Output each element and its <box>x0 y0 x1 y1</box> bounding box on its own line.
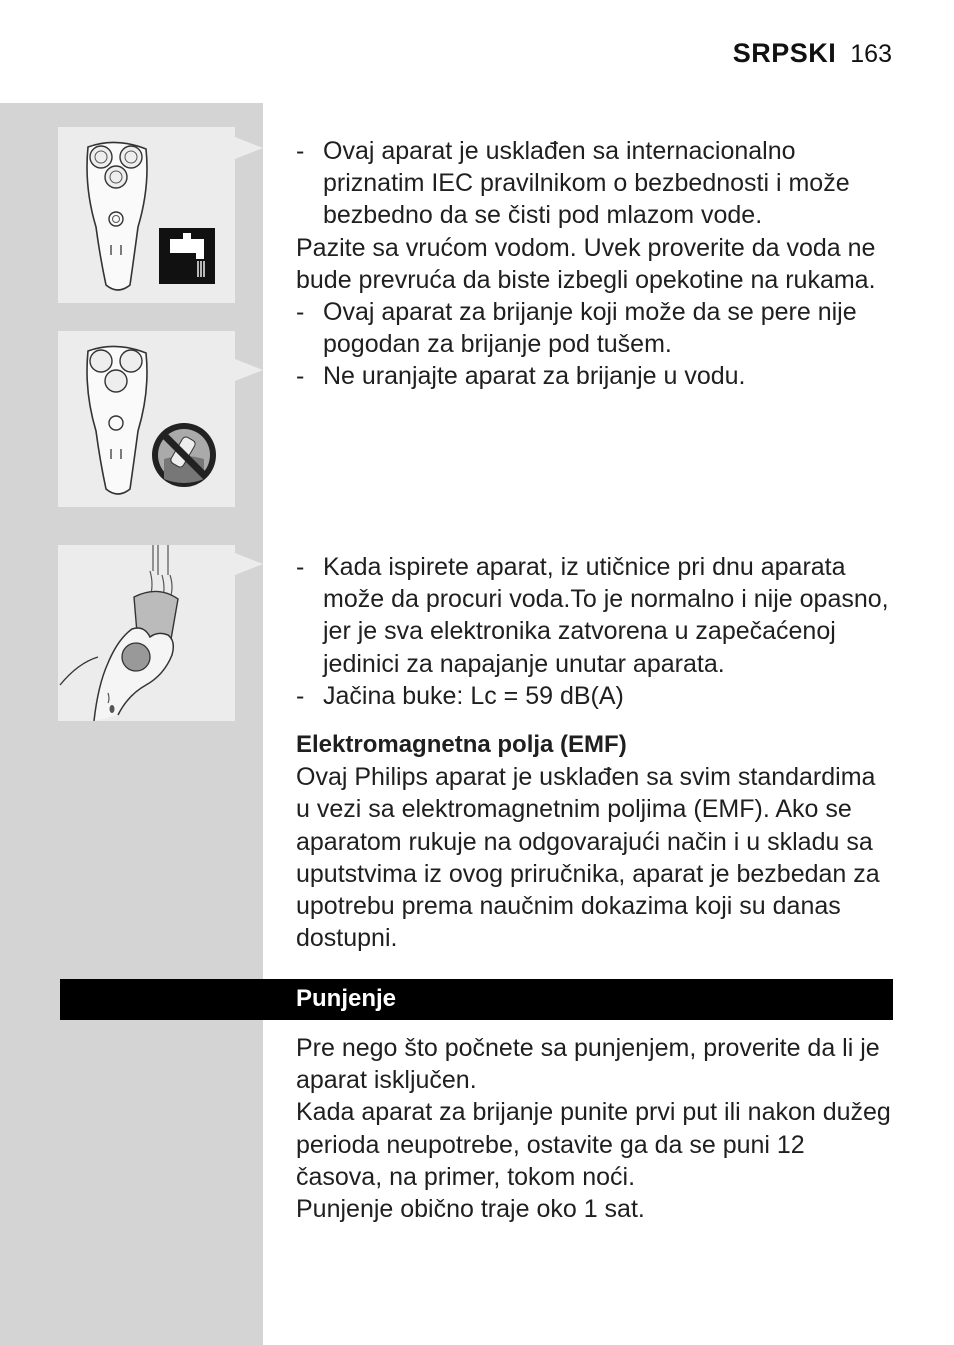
paragraph: Punjenje obično traje oko 1 sat. <box>296 1195 645 1224</box>
list-item: - Ovaj aparat za brijanje koji može da se pere nije pogodan za brijanje pod tušem. <box>296 298 857 359</box>
rinse-text-block <box>296 551 896 712</box>
figure-pointer <box>235 137 263 159</box>
list-item: - Kada ispirete aparat, iz utičnice pri dnu aparata može da procuri voda.To je normalno i nije opasno, jer je sva elektronika zatvorena u zapečaćenoj jedinici za napajanje unutar aparata. <box>296 553 889 678</box>
figure-shaver-no-immersion <box>58 331 235 507</box>
charging-text-block <box>296 1032 896 1225</box>
paragraph: Kada aparat za brijanje punite prvi put ili nakon dužeg perioda neupotrebe, ostavite ga da se puni 12 časova, na primer, tokom noći. <box>296 1098 891 1191</box>
paragraph: Ovaj Philips aparat je usklađen sa svim standardima u vezi sa elektromagnetnim poljima (EMF). Ako se aparatom rukuje na odgovarajući način i u skladu sa uputstvima iz ovog priručnika, aparat je bezbedan za upotrebu prema naučnim dokazima koji su danas dostupni. <box>296 763 880 953</box>
figure-pointer <box>235 553 263 575</box>
emf-section <box>296 729 896 954</box>
list-item: - Ne uranjajte aparat za brijanje u vodu. <box>296 362 746 391</box>
figure-shaver-rinse <box>58 545 235 721</box>
section-header-bar <box>60 979 893 1020</box>
language-label: SRPSKI <box>732 38 837 68</box>
figure-shaver-tap <box>58 127 235 303</box>
paragraph: Pazite sa vrućom vodom. Uvek proverite da voda ne bude prevruća da biste izbegli opekotine na rukama. <box>296 233 876 294</box>
list-item: - Ovaj aparat je usklađen sa internacionalno priznatim IEC pravilnikom o bezbednosti i može bezbedno da se čisti pod mlazom vode. <box>296 137 850 230</box>
section-heading: Elektromagnetna polja (EMF) <box>296 731 627 758</box>
shaver-no-immersion-icon <box>58 331 235 507</box>
paragraph: Pre nego što počnete sa punjenjem, proverite da li je aparat isključen. <box>296 1034 880 1095</box>
figure-pointer <box>235 359 263 381</box>
shaver-under-tap-icon <box>58 127 235 303</box>
page-number: 163 <box>850 40 892 68</box>
shaver-rinse-hand-icon <box>58 545 235 721</box>
list-item: - Jačina buke: Lc = 59 dB(A) <box>296 681 624 710</box>
safety-text-block <box>296 135 896 393</box>
page-header <box>733 38 892 69</box>
section-title: Punjenje <box>296 985 397 1012</box>
